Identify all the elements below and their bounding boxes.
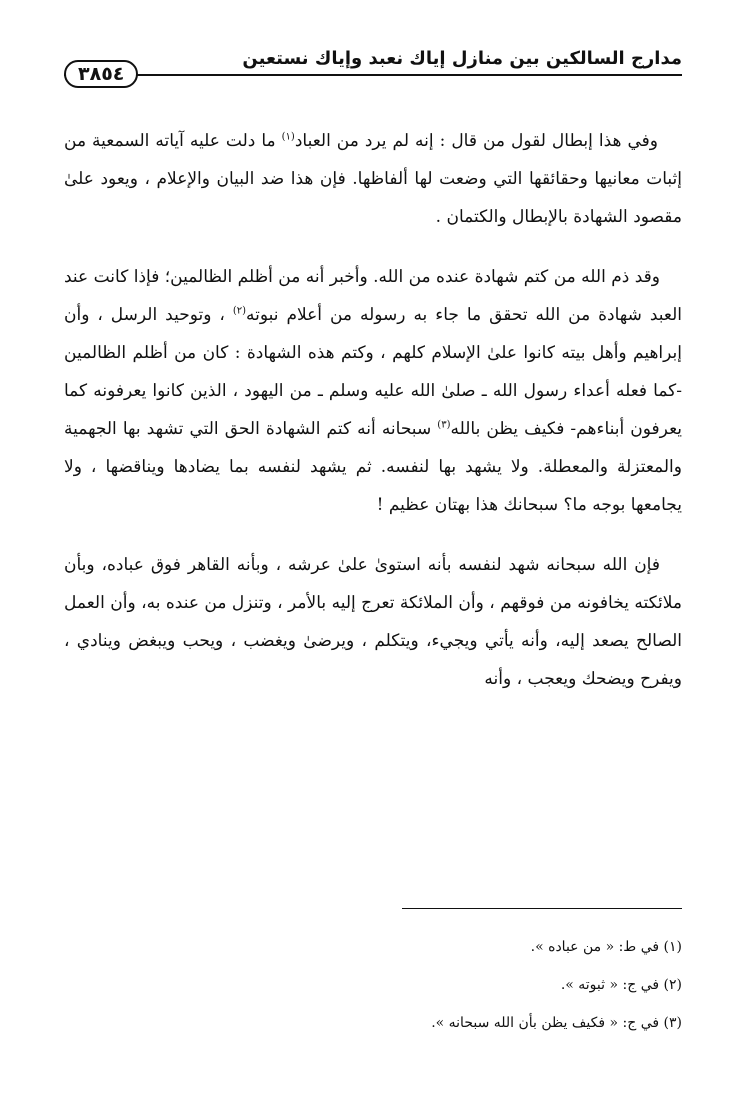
footnotes [64,928,682,1042]
paragraph-text: وفي هذا إبطال لقول من قال : إنه لم يرد من العباد [294,131,658,151]
main-text [64,122,682,720]
footnote-separator [402,908,682,909]
footnote [64,928,682,966]
header-rule [64,74,682,76]
footnote-text: في ط: « من عباده ». [530,939,660,955]
footnote-number: (٢) [663,977,682,993]
paragraph-text: سبحانه أنه كتم الشهادة الحق التي تشهد بها الجهمية والمعتزلة والمعطلة. ولا يشهد بها لنفسه. ثم يشهد لنفسه بما يضادها ويناقضها ، ولا يجامعها بوجه ما؟ سبحانك هذا بهتان عظيم ! [64,419,682,515]
paragraph [64,122,682,236]
footnote [64,966,682,1004]
paragraph-text: وقد ذم الله من كتم شهادة عنده من الله. وأخبر أنه من أظلم الظالمين؛ فإذا كانت عند العبد شهادة من الله تحقق ما جاء به رسوله من أعلام نبوته [64,267,682,325]
footnote-number: (١) [663,939,682,955]
footnote-number: (٣) [663,1015,682,1031]
paragraph-text: فإن الله سبحانه شهد لنفسه بأنه استوىٰ علىٰ عرشه ، وبأنه القاهر فوق عباده، وبأن ملائكته يخافونه من فوقهم ، وأن الملائكة تعرج إليه بالأمر ، وتنزل من عنده به، وأن العمل الصالح يصعد إليه، وأنه يأتي ويجيء، ويتكلم ، ويرضىٰ ويغضب ، ويحب ويبغض وينادي ، ويفرح ويضحك ويعجب ، وأنه [64,555,682,689]
paragraph-text: ما دلت عليه آياته السمعية من إثبات معانيها وحقائقها التي وضعت لها ألفاظها. فإن هذا ضد البيان والإعلام ، ويعود علىٰ مقصود الشهادة بالإبطال والكتمان . [64,131,682,227]
footnote-text: في ج: « فكيف يظن بأن الله سبحانه ». [431,1015,660,1031]
footnote [64,1004,682,1042]
paragraph-text: ، وتوحيد الرسل ، وأن إبراهيم وأهل بيته كانوا علىٰ الإسلام كلهم ، وكتم هذه الشهادة : كان من أظلم الظالمين -كما فعله أعداء رسول الله ـ صلىٰ الله عليه وسلم ـ من اليهود ، الذين كانوا يعرفونه كما يعرفون أبناءهم- فكيف يظن بالله [64,305,682,439]
footnote-ref: (٢) [232,305,247,317]
footnote-text: في ج: « ثبوته ». [560,977,660,993]
paragraph [64,546,682,698]
book-title: مدارج السالكين بين منازل إياك نعبد وإياك نستعين [242,48,682,69]
page-number: ٣٨٥٤ [64,60,138,88]
running-header [64,40,682,92]
footnote-ref: (٣) [437,419,451,431]
footnote-ref: (١) [281,131,295,143]
paragraph [64,258,682,524]
